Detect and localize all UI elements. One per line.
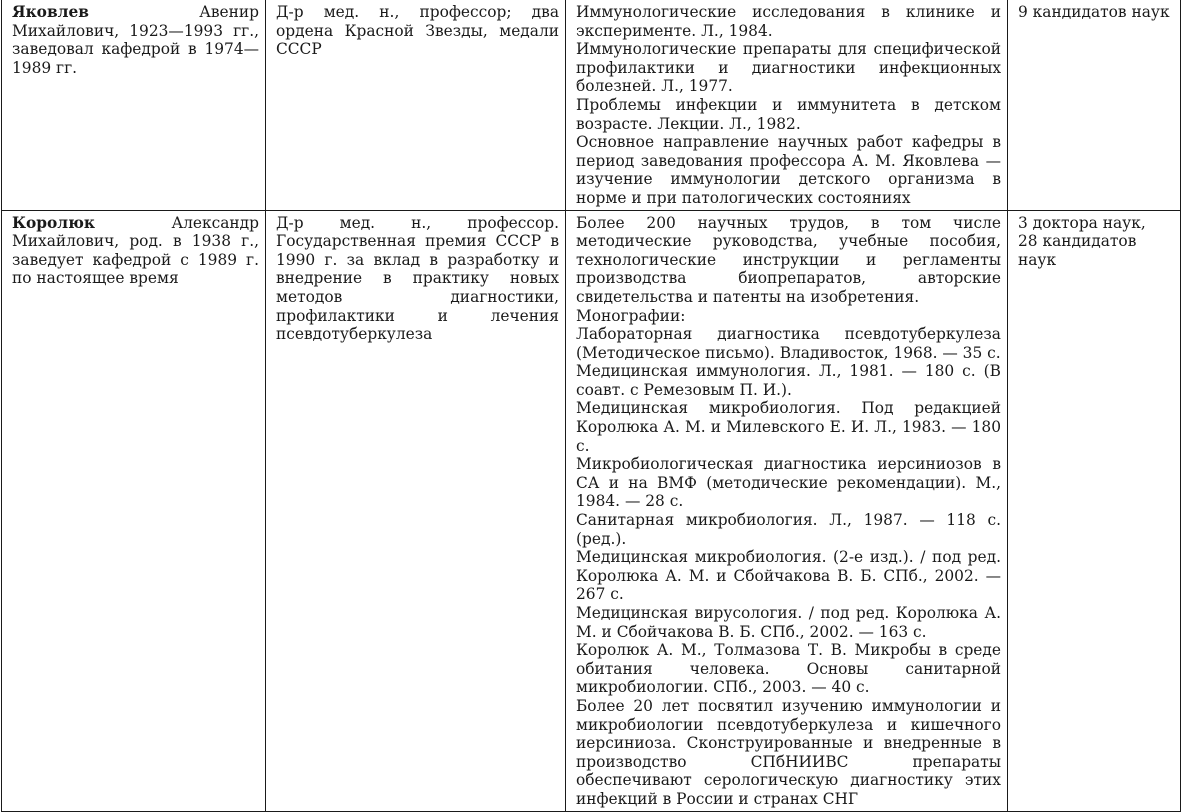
students-count: 9 кандидатов наук	[1018, 3, 1170, 21]
students-cell	[1008, 0, 1181, 210]
publication-entry: Медицинская вирусология. / под ред. Королюка А. М. и Сбойчакова В. Б. СПб., 2002. — 163 с.	[576, 604, 1001, 641]
person-surname: Королюк	[12, 213, 96, 232]
publications-cell	[566, 0, 1008, 210]
person-details: Александр Михайлович, род. в 1938 г., заведует кафедрой с 1989 г. по настоящее время	[12, 213, 259, 288]
person-name-cell	[2, 210, 266, 811]
publication-entry: Иммунологические препараты для специфической профилактики и диагностики инфекционных болезней. Л., 1977.	[576, 40, 1001, 96]
degrees-text: Д-р мед. н., профессор. Государственная премия СССР в 1990 г. за вклад в разработку и внедрение в практику новых методов диагностики, профилактики и лечения псевдотуберкулеза	[276, 213, 559, 344]
publication-entry: Медицинская микробиология. Под редакцией Королюка А. М. и Милевского Е. И. Л., 1983. — 180 с.	[576, 399, 1001, 455]
degrees-text: Д-р мед. н., профессор; два ордена Красной Звезды, медали СССР	[276, 3, 559, 59]
publication-entry: Медицинская микробиология. (2-е изд.). / под ред. Королюка А. М. и Сбойчакова В. Б. СПб., 2002. — 267 с.	[576, 548, 1001, 604]
research-direction-note: Более 20 лет посвятил изучению иммунологии и микробиологии псевдотуберкулеза и кишечного иерсиниоза. Сконструированные и внедренные в производство СПбНИИВС препараты обеспечивают серологическую диагностику этих инфекций в России и странах СНГ	[576, 696, 1001, 808]
person-details: Авенир Михайлович, 1923—1993 гг., заведовал кафедрой в 1974—1989 гг.	[12, 3, 259, 77]
publication-summary: Более 200 научных трудов, в том числе методические руководства, учебные пособия, технологические инструкции и регламенты производства биопрепаратов, авторские свидетельства и патенты на изобретения.	[576, 213, 1001, 306]
publication-entry: Лабораторная диагностика псевдотуберкулеза (Методическое письмо). Владивосток, 1968. — 35 с.	[576, 325, 1001, 362]
publication-entry: Медицинская иммунология. Л., 1981. — 180 с. (В соавт. с Ремезовым П. И.).	[576, 362, 1001, 399]
monographs-heading: Монографии:	[576, 306, 686, 325]
publication-entry: Королюк А. М., Толмазова Т. В. Микробы в среде обитания человека. Основы санитарной микробиологии. СПб., 2003. — 40 с.	[576, 641, 1001, 697]
publications-cell	[566, 210, 1008, 811]
person-name-cell	[2, 0, 266, 210]
faculty-heads-table	[1, 0, 1181, 812]
degrees-cell	[266, 210, 566, 811]
students-count: 3 доктора наук,	[1018, 213, 1146, 232]
publication-entry: Санитарная микробиология. Л., 1987. — 118 с. (ред.).	[576, 511, 1001, 548]
table-row	[2, 210, 1181, 811]
research-direction-note: Основное направление научных работ кафедры в период заведования профессора А. М. Яковлева — изучение иммунологии детского организма в норме и при патологических состояниях	[576, 133, 1001, 207]
person-surname: Яковлев	[12, 3, 89, 21]
publication-entry: Проблемы инфекции и иммунитета в детском возрасте. Лекции. Л., 1982.	[576, 95, 1001, 133]
table-row	[2, 0, 1181, 210]
students-count: 28 кандидатов наук	[1018, 232, 1137, 269]
students-cell	[1008, 210, 1181, 811]
degrees-cell	[266, 0, 566, 210]
publication-entry: Микробиологическая диагностика иерсиниозов в СА и на ВМФ (методические рекомендации). М., 1984. — 28 с.	[576, 455, 1001, 511]
publication-entry: Иммунологические исследования в клинике и эксперименте. Л., 1984.	[576, 3, 1001, 40]
